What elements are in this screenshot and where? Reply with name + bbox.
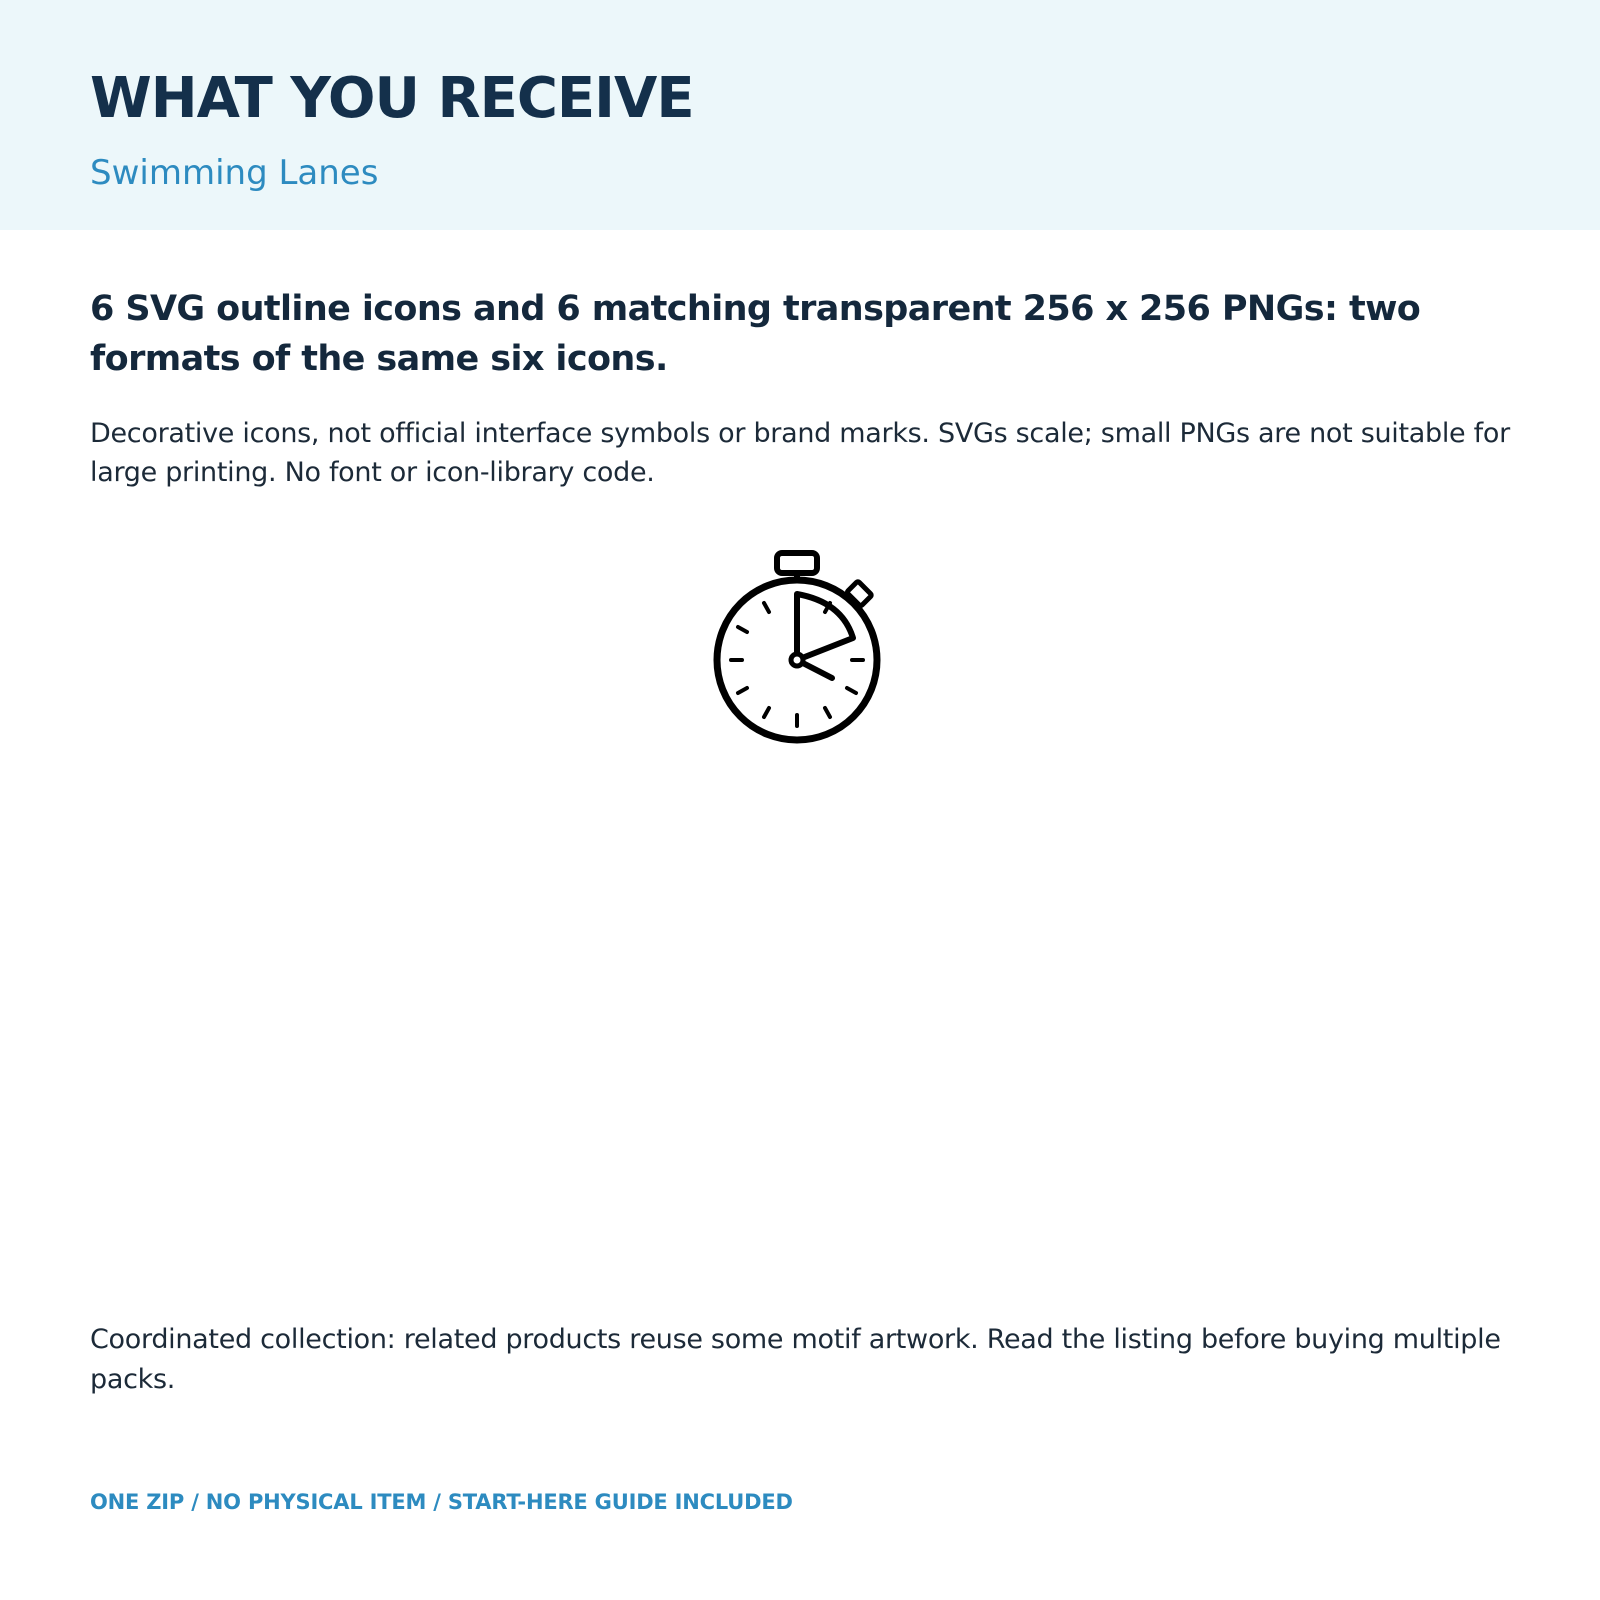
stopwatch-icon — [710, 548, 890, 748]
page-title: WHAT YOU RECEIVE — [90, 66, 694, 131]
page-subtitle: Swimming Lanes — [90, 153, 379, 193]
footer-tagline: ONE ZIP / NO PHYSICAL ITEM / START-HERE GUIDE INCLUDED — [90, 1490, 793, 1514]
header-band — [0, 0, 1600, 230]
product-headline: 6 SVG outline icons and 6 matching transparent 256 x 256 PNGs: two formats of the same six icons. — [90, 289, 1421, 379]
collection-note: Coordinated collection: related products reuse some motif artwork. Read the listing before buying multiple packs. — [90, 1324, 1501, 1395]
disclaimer-text: Decorative icons, not official interface symbols or brand marks. SVGs scale; small PNGs are not suitable for large printing. No font or icon-library code. — [90, 418, 1510, 488]
